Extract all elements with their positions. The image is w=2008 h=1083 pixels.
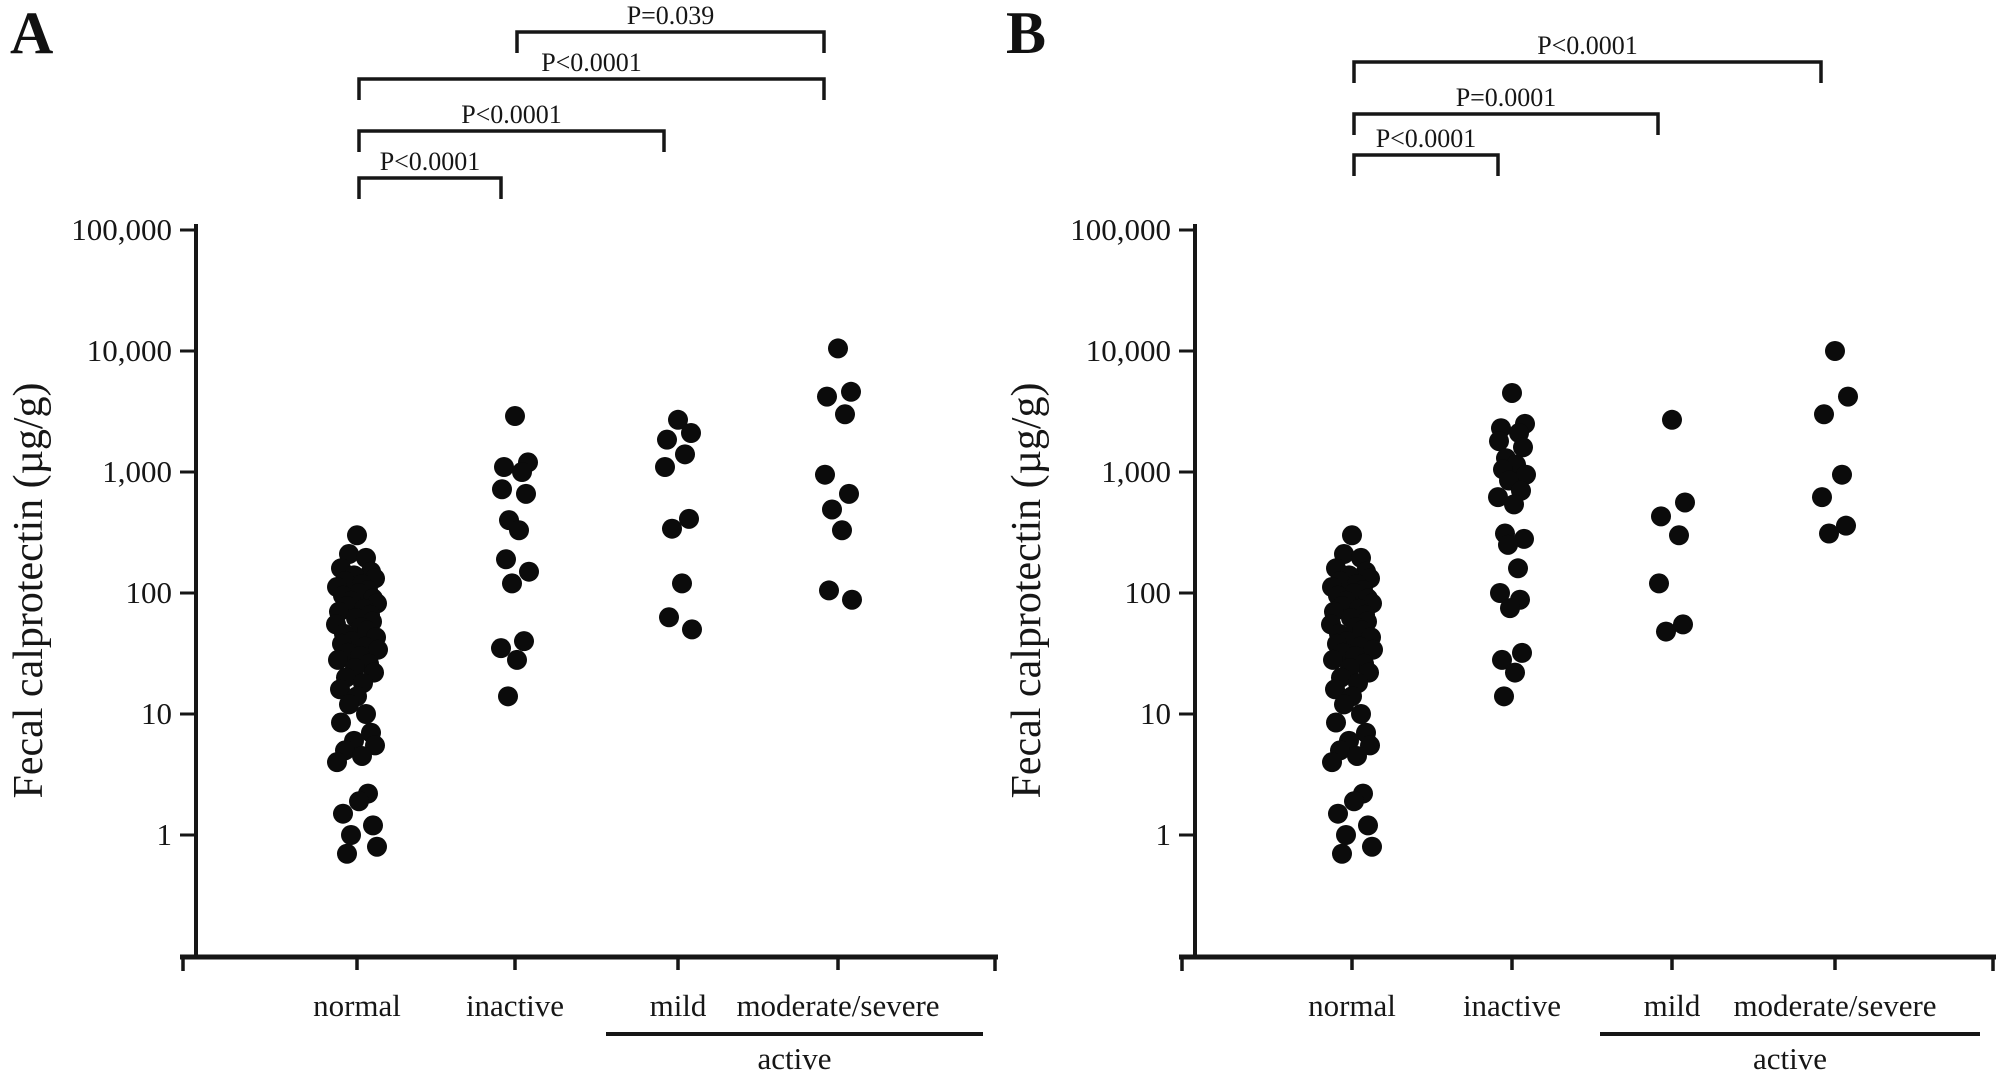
data-point <box>1512 643 1532 663</box>
data-point <box>679 509 699 529</box>
data-point <box>1362 837 1382 857</box>
data-point <box>496 549 516 569</box>
data-point <box>1505 663 1525 683</box>
data-point <box>655 457 675 477</box>
data-point <box>1344 791 1364 811</box>
data-point <box>519 562 539 582</box>
data-point <box>1322 752 1342 772</box>
p-bracket <box>359 178 501 199</box>
series-inactive <box>1488 383 1536 706</box>
data-point <box>1656 622 1676 642</box>
data-point <box>1332 844 1352 864</box>
data-point <box>1832 465 1852 485</box>
data-point <box>502 573 522 593</box>
data-point <box>341 825 361 845</box>
data-point <box>659 607 679 627</box>
category-label-inactive: inactive <box>465 988 565 1023</box>
p-bracket-label: P<0.0001 <box>541 48 642 77</box>
p-bracket-label: P=0.039 <box>626 1 715 30</box>
category-label-inactive: inactive <box>1462 988 1562 1023</box>
p-bracket-label: P<0.0001 <box>1375 124 1477 153</box>
data-point <box>672 573 692 593</box>
data-point <box>1502 383 1522 403</box>
data-point <box>1513 437 1533 457</box>
data-point <box>841 382 861 402</box>
data-point <box>1323 650 1343 670</box>
y-tick-label: 100 <box>1124 575 1171 610</box>
data-point <box>817 387 837 407</box>
data-point <box>491 638 511 658</box>
category-label-moderate-severe: moderate/severe <box>1733 988 1937 1023</box>
y-tick-label: 10 <box>141 696 172 731</box>
data-point <box>363 815 383 835</box>
data-point <box>1336 825 1356 845</box>
y-tick-label: 10,000 <box>86 333 172 368</box>
category-label-normal: normal <box>313 988 401 1023</box>
data-point <box>494 457 514 477</box>
category-label-mild: mild <box>1643 988 1701 1023</box>
data-point <box>675 444 695 464</box>
data-point <box>333 804 353 824</box>
data-point <box>1500 598 1520 618</box>
p-bracket-label: P=0.0001 <box>1455 83 1557 112</box>
category-label-moderate-severe: moderate/severe <box>736 988 940 1023</box>
data-point <box>1836 516 1856 536</box>
p-bracket-label: P<0.0001 <box>461 100 562 129</box>
category-label-mild: mild <box>649 988 707 1023</box>
y-tick-label: 10,000 <box>1085 333 1171 368</box>
y-axis-title: Fecal calprotectin (µg/g) <box>6 382 52 799</box>
data-point <box>347 525 367 545</box>
data-point <box>1651 506 1671 526</box>
data-point <box>828 338 848 358</box>
data-point <box>681 423 701 443</box>
data-point <box>509 520 529 540</box>
data-point <box>367 837 387 857</box>
series-moderate-severe <box>815 338 862 609</box>
series-normal <box>1321 525 1383 863</box>
data-point <box>1812 487 1832 507</box>
p-bracket <box>1354 62 1821 83</box>
data-point <box>1673 614 1693 634</box>
series-normal <box>326 525 388 863</box>
data-point <box>512 462 532 482</box>
panel-b <box>1004 31 1996 1076</box>
series-moderate-severe <box>1812 341 1858 544</box>
active-group-label: active <box>1752 1041 1828 1076</box>
data-point <box>507 650 527 670</box>
y-tick-label: 100,000 <box>1070 212 1171 247</box>
data-point <box>1326 713 1346 733</box>
p-bracket-label: P<0.0001 <box>1537 31 1638 60</box>
data-point <box>832 520 852 540</box>
data-point <box>1508 558 1528 578</box>
series-mild <box>1649 410 1695 642</box>
data-point <box>339 694 359 714</box>
data-point <box>1347 746 1367 766</box>
p-bracket <box>1354 155 1498 176</box>
data-point <box>822 499 842 519</box>
data-point <box>1675 492 1695 512</box>
data-point <box>327 752 347 772</box>
data-point <box>1334 694 1354 714</box>
data-point <box>1498 535 1518 555</box>
data-point <box>356 704 376 724</box>
p-bracket-label: P<0.0001 <box>379 147 481 176</box>
panel-a <box>6 1 998 1076</box>
data-point <box>835 404 855 424</box>
data-point <box>1814 404 1834 424</box>
data-point <box>1669 525 1689 545</box>
data-point <box>352 746 372 766</box>
data-point <box>1328 804 1348 824</box>
data-point <box>492 479 512 499</box>
data-point <box>682 619 702 639</box>
panel-b-label: B <box>1006 0 1047 66</box>
data-point <box>1351 704 1371 724</box>
data-point <box>1494 686 1514 706</box>
data-point <box>349 791 369 811</box>
data-point <box>815 465 835 485</box>
y-tick-label: 1 <box>1155 817 1171 852</box>
data-point <box>328 650 348 670</box>
y-tick-label: 1,000 <box>102 454 172 489</box>
data-point <box>516 484 536 504</box>
active-group-label: active <box>757 1041 832 1076</box>
data-point <box>1342 525 1362 545</box>
y-tick-label: 100 <box>125 575 172 610</box>
data-point <box>1489 431 1509 451</box>
data-point <box>842 590 862 610</box>
data-point <box>514 631 534 651</box>
data-point <box>839 484 859 504</box>
series-mild <box>655 410 702 640</box>
data-point <box>662 519 682 539</box>
y-tick-label: 10 <box>1140 696 1171 731</box>
data-point <box>819 580 839 600</box>
data-point <box>1649 573 1669 593</box>
y-axis-title: Fecal calprotectin (µg/g) <box>1004 382 1050 799</box>
data-point <box>657 430 677 450</box>
data-point <box>1825 341 1845 361</box>
p-bracket <box>359 79 824 100</box>
data-point <box>331 713 351 733</box>
y-tick-label: 1,000 <box>1101 454 1171 489</box>
y-tick-label: 1 <box>156 817 172 852</box>
data-point <box>1358 815 1378 835</box>
series-inactive <box>491 406 539 706</box>
data-point <box>1662 410 1682 430</box>
data-point <box>505 406 525 426</box>
data-point <box>1819 524 1839 544</box>
data-point <box>498 686 518 706</box>
data-point <box>1504 494 1524 514</box>
data-point <box>337 844 357 864</box>
category-label-normal: normal <box>1308 988 1396 1023</box>
y-tick-label: 100,000 <box>71 212 172 247</box>
data-point <box>1838 387 1858 407</box>
panel-a-label: A <box>10 0 54 66</box>
